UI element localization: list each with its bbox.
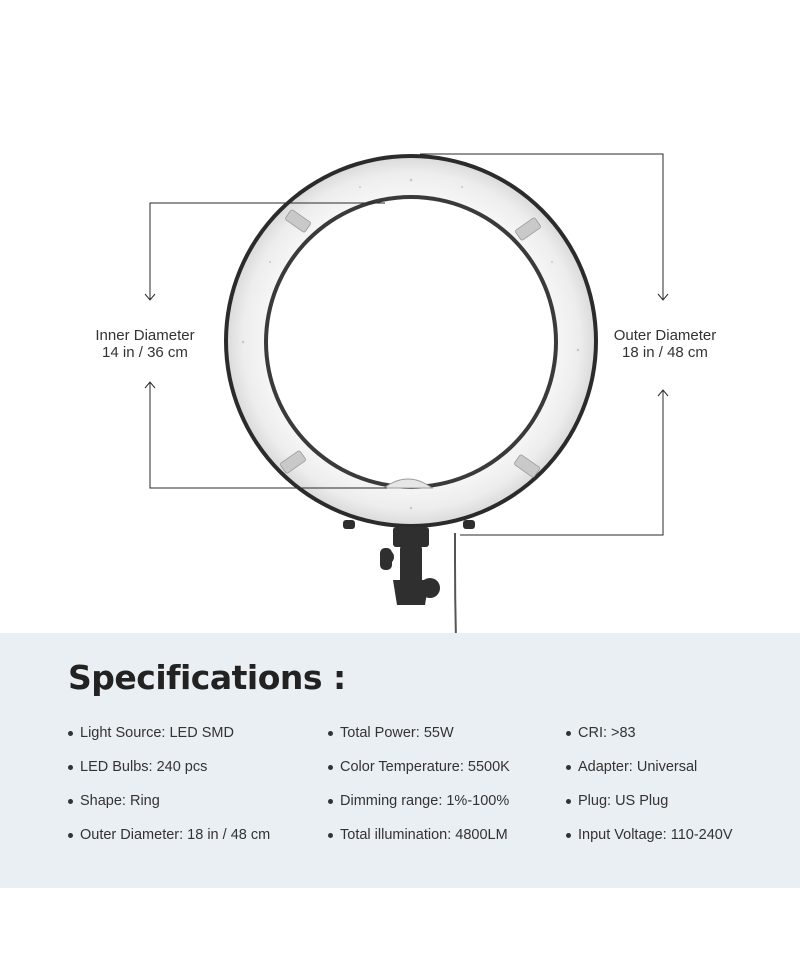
spec-item <box>566 716 733 750</box>
spec-item <box>68 818 270 852</box>
spec-item <box>328 716 510 750</box>
spec-item <box>566 750 733 784</box>
bullet-icon <box>68 765 73 770</box>
bottom-knob-right <box>463 520 475 529</box>
spec-item-text: LED Bulbs: 240 pcs <box>80 759 208 775</box>
spec-item-text: Plug: US Plug <box>578 793 669 809</box>
inner-diameter-label <box>70 327 220 361</box>
outer-diameter-value: 18 in / 48 cm <box>622 344 708 361</box>
mount-bracket <box>380 527 440 605</box>
bottom-knob-left <box>343 520 355 529</box>
spec-column-1 <box>68 716 270 852</box>
outer-diameter-title: Outer Diameter <box>613 327 717 344</box>
bullet-icon <box>328 833 333 838</box>
ring-light <box>224 154 598 529</box>
outer-diameter-label <box>590 327 740 361</box>
spec-item-text: Total illumination: 4800LM <box>340 827 508 843</box>
bullet-icon <box>68 799 73 804</box>
spec-item-text: CRI: >83 <box>578 725 636 741</box>
spec-item <box>566 784 733 818</box>
spec-item-text: Outer Diameter: 18 in / 48 cm <box>80 827 271 843</box>
power-cable <box>455 533 456 640</box>
bullet-icon <box>328 765 333 770</box>
bullet-icon <box>566 833 571 838</box>
spec-item <box>68 784 270 818</box>
spec-item <box>328 750 510 784</box>
bullet-icon <box>328 731 333 736</box>
ring-hole <box>268 199 554 485</box>
bullet-icon <box>68 731 73 736</box>
spec-item-text: Adapter: Universal <box>578 759 698 775</box>
spec-item-text: Total Power: 55W <box>340 725 454 741</box>
spec-item <box>68 750 270 784</box>
spec-item-text: Input Voltage: 110-240V <box>578 827 733 843</box>
bullet-icon <box>566 765 571 770</box>
bullet-icon <box>566 799 571 804</box>
bullet-icon <box>566 731 571 736</box>
bullet-icon <box>328 799 333 804</box>
inner-diameter-title: Inner Diameter <box>95 327 195 344</box>
bullet-icon <box>68 833 73 838</box>
spec-item <box>68 716 270 750</box>
inner-diameter-value: 14 in / 36 cm <box>102 344 188 361</box>
spec-item <box>328 784 510 818</box>
spec-item <box>328 818 510 852</box>
specifications-title: Specifications : <box>68 658 346 697</box>
spec-item-text: Light Source: LED SMD <box>80 725 234 741</box>
spec-column-2 <box>328 716 510 852</box>
spec-item <box>566 818 733 852</box>
spec-column-3 <box>566 716 733 852</box>
spec-item-text: Shape: Ring <box>80 793 160 809</box>
spec-item-text: Color Temperature: 5500K <box>340 759 510 775</box>
spec-item-text: Dimming range: 1%-100% <box>340 793 510 809</box>
